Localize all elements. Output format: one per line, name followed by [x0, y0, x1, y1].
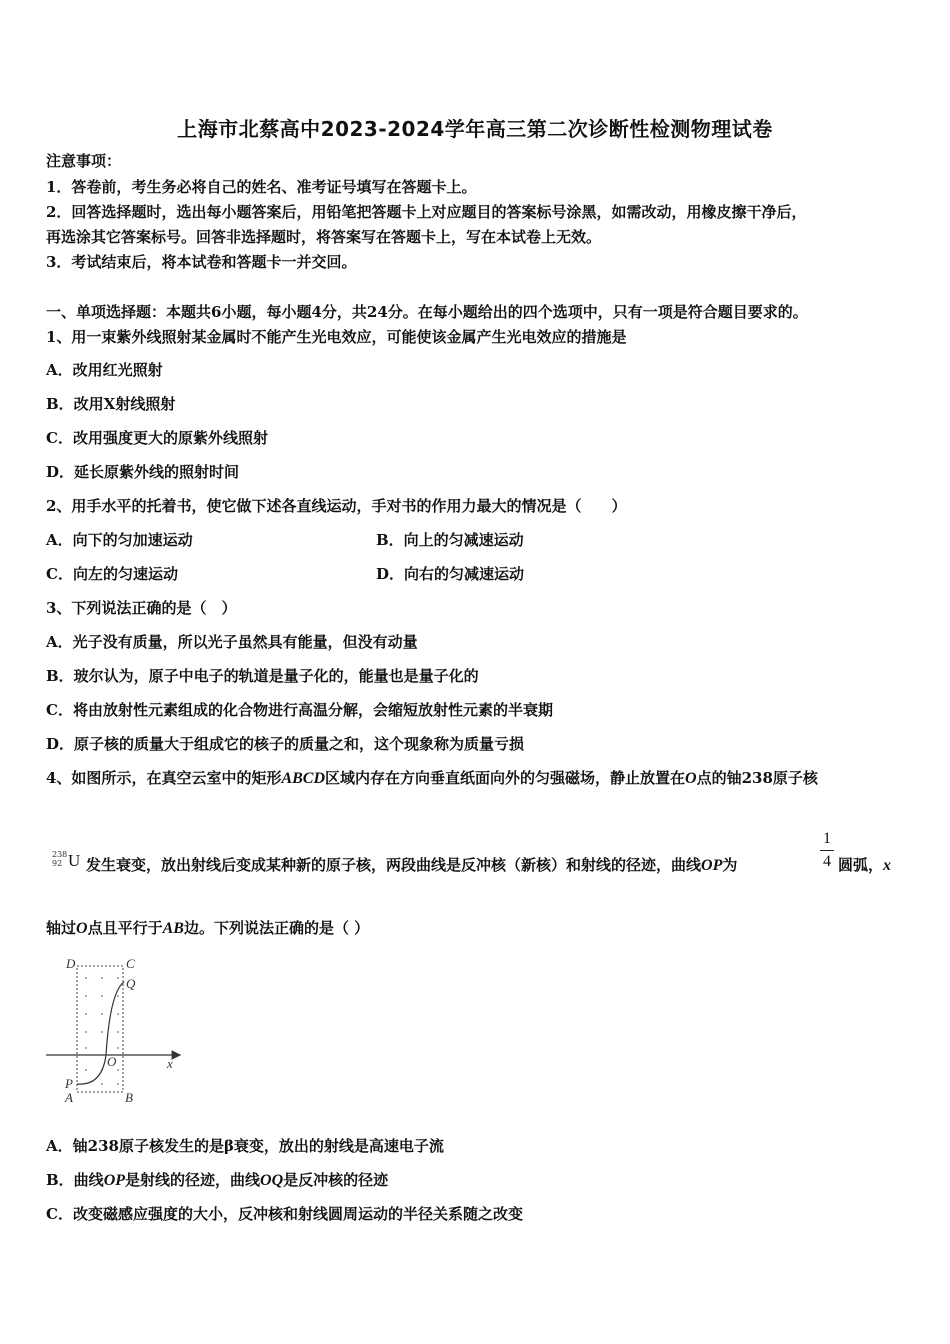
q4-text: 点的铀238原子核 — [696, 769, 818, 787]
fraction-bar — [820, 850, 834, 851]
q1-stem: 1、用一束紫外线照射某金属时不能产生光电效应，可能使该金属产生光电效应的措施是 — [46, 328, 627, 346]
q4-text: 边。下列说法正确的是（ ） — [183, 919, 370, 937]
q4-text: 4、如图所示，在真空云室中的矩形 — [46, 769, 282, 787]
notice-item-2-line-1: 2．回答选择题时，选出每小题答案后，用铅笔把答题卡上对应题目的答案标号涂黑，如需改动，用橡皮擦干净后， — [46, 203, 807, 221]
fraction-one-quarter — [820, 830, 834, 871]
notice-item-2-line-2: 再选涂其它答案标号。回答非选择题时，将答案写在答题卡上，写在本试卷上无效。 — [46, 228, 602, 246]
notice-item-1: 1．答卷前，考生务必将自己的姓名、准考证号填写在答题卡上。 — [46, 178, 477, 196]
label-q: Q — [126, 976, 136, 991]
fraction-numerator: 1 — [823, 830, 831, 847]
q4-b-oq: OQ — [260, 1172, 284, 1189]
q2-option-a: A．向下的匀加速运动 — [46, 531, 193, 549]
section-heading: 一、单项选择题：本题共6小题，每小题4分，共24分。在每小题给出的四个选项中，只有一项是符合题目要求的。 — [46, 303, 808, 321]
q4-text: 发生衰变，放出射线后变成某种新的原子核，两段曲线是反冲核（新核）和射线的径迹，曲线 — [86, 856, 702, 874]
isotope-symbol: U — [68, 851, 81, 870]
q3-option-d: D．原子核的质量大于组成它的核子的质量之和，这个现象称为质量亏损 — [46, 735, 525, 753]
q4-text: 圆弧， — [838, 856, 884, 874]
q4-o: O — [685, 770, 697, 787]
label-c: C — [126, 956, 135, 971]
track-curve — [77, 982, 124, 1084]
q2-option-c: C．向左的匀速运动 — [46, 565, 178, 583]
label-x: x — [167, 1056, 173, 1071]
q4-abcd: ABCD — [281, 770, 326, 787]
q2-option-b: B．向上的匀减速运动 — [376, 531, 524, 549]
q2-stem: 2、用手水平的托着书，使它做下述各直线运动，手对书的作用力最大的情况是（ ） — [46, 497, 627, 515]
q4-op: OP — [701, 857, 723, 874]
q1-option-c: C．改用强度更大的原紫外线照射 — [46, 429, 268, 447]
q4-b-text: B．曲线 — [46, 1171, 104, 1189]
q4-b-text: 是反冲核的径迹 — [283, 1171, 389, 1189]
label-a: A — [65, 1090, 73, 1105]
label-p: P — [65, 1076, 73, 1091]
q1-option-d: D．延长原紫外线的照射时间 — [46, 463, 240, 481]
isotope-charge-number: 92 — [52, 859, 63, 868]
q4-stem-line-2-end — [838, 855, 891, 876]
notice-heading: 注意事项： — [46, 152, 122, 170]
q4-o: O — [76, 920, 88, 937]
q4-option-b — [46, 1170, 388, 1191]
q4-b-op: OP — [103, 1172, 126, 1189]
q4-figure — [40, 952, 190, 1112]
q4-stem-line-2 — [86, 855, 737, 876]
q4-x: x — [883, 857, 892, 874]
q4-text: 轴过 — [46, 919, 77, 937]
q3-option-b: B．玻尔认为，原子中电子的轨道是量子化的，能量也是量子化的 — [46, 667, 479, 685]
q4-option-c: C．改变磁感应强度的大小，反冲核和射线圆周运动的半径关系随之改变 — [46, 1205, 523, 1223]
isotope-numbers — [52, 850, 67, 868]
label-o: O — [107, 1054, 117, 1069]
q4-stem-line-3 — [46, 918, 369, 939]
label-b: B — [125, 1090, 133, 1105]
q4-text: 为 — [722, 856, 738, 874]
q1-option-b: B．改用X射线照射 — [46, 395, 176, 413]
isotope-mass-number: 238 — [52, 850, 68, 859]
q3-stem: 3、下列说法正确的是（ ） — [46, 599, 237, 617]
q3-option-a: A．光子没有质量，所以光子虽然具有能量，但没有动量 — [46, 633, 418, 651]
q4-option-a: A．铀238原子核发生的是β衰变，放出的射线是高速电子流 — [46, 1137, 444, 1155]
label-d: D — [66, 956, 76, 971]
notice-item-3: 3．考试结束后，将本试卷和答题卡一并交回。 — [46, 253, 357, 271]
q3-option-c: C．将由放射性元素组成的化合物进行高温分解，会缩短放射性元素的半衰期 — [46, 701, 553, 719]
q4-text: 点且平行于 — [87, 919, 163, 937]
page-title: 上海市北蔡高中2023-2024学年高三第二次诊断性检测物理试卷 — [177, 117, 773, 141]
q4-stem-line-1 — [46, 768, 818, 789]
q1-option-a: A．改用红光照射 — [46, 361, 163, 379]
q2-option-d: D．向右的匀减速运动 — [376, 565, 525, 583]
q4-b-text: 是射线的径迹，曲线 — [125, 1171, 261, 1189]
q4-text: 区域内存在方向垂直纸面向外的匀强磁场，静止放置在 — [325, 769, 686, 787]
q4-ab: AB — [162, 920, 184, 937]
fraction-denominator: 4 — [823, 853, 831, 870]
